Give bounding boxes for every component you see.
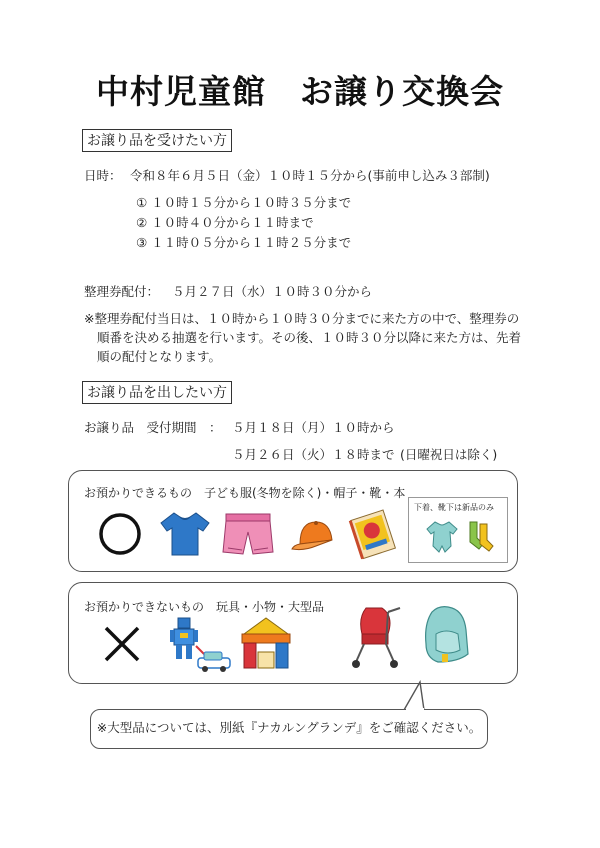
stroller-icon bbox=[350, 604, 406, 670]
building-blocks-icon bbox=[236, 616, 296, 670]
callout-pointer-join bbox=[406, 708, 424, 712]
give-section-heading: お譲り品を出したい方 bbox=[82, 381, 232, 404]
shorts-icon bbox=[222, 512, 274, 556]
tshirt-icon bbox=[160, 511, 210, 557]
cross-mark-icon bbox=[102, 624, 142, 664]
ticket-note-line-1: ※整理券配付当日は、１０時から１０時３０分までに来た方の中で、整理券の bbox=[84, 311, 520, 326]
ticket-label: 整理券配付： bbox=[84, 284, 160, 299]
socks-icon bbox=[466, 520, 496, 552]
picture-book-icon bbox=[348, 508, 400, 560]
cap-icon bbox=[290, 518, 338, 554]
receive-date-label: 日時： bbox=[84, 168, 122, 183]
ticket-note-line-2: 順番を決める抽選を行います。その後、１０時３０分以降に来た方は、先着 bbox=[97, 330, 522, 345]
session-3: ③ １１時０５分から１１時２５分まで bbox=[136, 235, 352, 250]
period-exclusion: (日曜祝日は除く) bbox=[400, 447, 498, 462]
page-title: 中村児童館 お譲り交換会 bbox=[96, 72, 504, 111]
new-only-label: 下着、靴下は新品のみ bbox=[414, 503, 494, 512]
circle-mark-icon bbox=[98, 512, 142, 556]
robot-car-toy-icon bbox=[166, 616, 232, 672]
receive-date-value: 令和８年６月５日（金）１０時１５分から(事前申し込み３部制) bbox=[130, 168, 490, 183]
period-end: ５月２６日（火）１８時まで bbox=[232, 447, 395, 462]
receive-section-heading: お譲り品を受けたい方 bbox=[82, 129, 232, 152]
session-2: ② １０時４０分から１１時まで bbox=[136, 215, 314, 230]
large-items-callout: ※大型品については、別紙『ナカルングランデ』をご確認ください。 bbox=[90, 709, 488, 749]
period-label: お譲り品 受付期間 ： bbox=[84, 420, 222, 435]
period-start: ５月１８日（月）１０時から bbox=[232, 420, 395, 435]
callout-pointer bbox=[400, 680, 430, 710]
ticket-note-line-3: 順の配付となります。 bbox=[97, 349, 222, 364]
ticket-value: ５月２７日（水）１０時３０分から bbox=[172, 284, 373, 299]
car-seat-icon bbox=[418, 604, 478, 668]
session-1: ① １０時１５分から１０時３５分まで bbox=[136, 195, 352, 210]
baby-romper-icon bbox=[426, 520, 458, 554]
accepted-items-label: お預かりできるもの 子ども服(冬物を除く)・帽子・靴・本 bbox=[84, 486, 406, 500]
not-accepted-items-label: お預かりできないもの 玩具・小物・大型品 bbox=[84, 600, 325, 614]
